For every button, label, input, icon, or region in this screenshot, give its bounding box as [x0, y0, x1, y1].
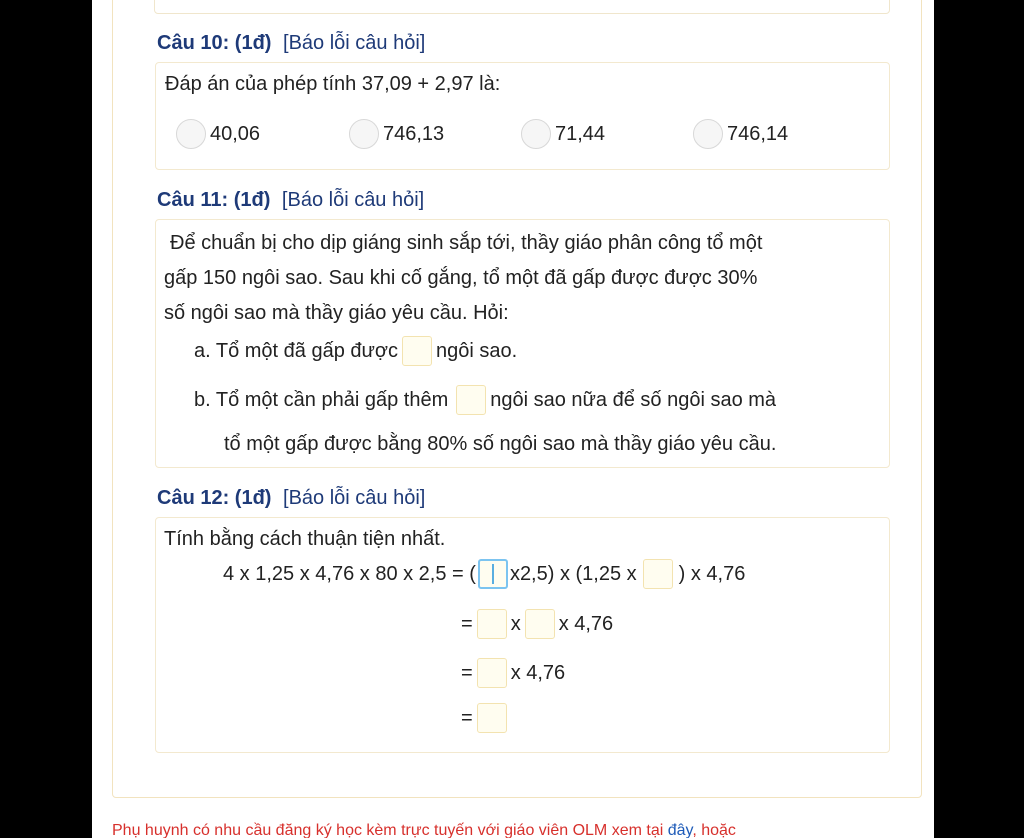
q10-option-4[interactable]: [693, 119, 788, 149]
q11-text-line-3: số ngôi sao mà thầy giáo yêu cầu. Hỏi:: [164, 302, 509, 324]
q11-b-prefix: b. Tổ một cần phải gấp thêm: [194, 388, 449, 411]
times-sign: x: [510, 612, 521, 635]
q11-b-answer-box[interactable]: [456, 385, 486, 415]
q11-part-b: [194, 385, 776, 415]
q11-a-answer-box[interactable]: [402, 336, 432, 366]
q10-header: [157, 32, 425, 55]
q12-box-6[interactable]: [477, 703, 507, 733]
q12-row1-left: 4 x 1,25 x 4,76 x 80 x 2,5 = (: [223, 562, 476, 585]
radio-button[interactable]: [349, 119, 379, 149]
q12-box-5[interactable]: [477, 658, 507, 688]
q12-card: [155, 517, 890, 753]
option-label: 40,06: [210, 122, 261, 145]
times-4-76: x 4,76: [510, 661, 566, 684]
equals-sign: =: [461, 612, 473, 635]
q12-row-3: [461, 655, 565, 691]
q12-row-2: [461, 606, 613, 642]
radio-button[interactable]: [176, 119, 206, 149]
q10-option-3[interactable]: [521, 119, 605, 149]
q10-number: Câu 10: (1đ): [157, 32, 272, 54]
q11-a-prefix: a. Tổ một đã gấp được: [194, 339, 399, 362]
q12-row-1: [223, 556, 745, 592]
q10-question-text: Đáp án của phép tính 37,09 + 2,97 là:: [165, 73, 501, 95]
q12-box-3[interactable]: [477, 609, 507, 639]
option-label: 746,14: [727, 122, 789, 145]
equals-sign: =: [461, 661, 473, 684]
footer-note: [112, 822, 736, 838]
q11-number: Câu 11: (1đ): [157, 189, 271, 211]
q12-report-link[interactable]: [Báo lỗi câu hỏi]: [283, 487, 426, 509]
q10-option-1[interactable]: [176, 119, 260, 149]
previous-question-card: [154, 0, 890, 14]
q11-b-suffix: ngôi sao nữa để số ngôi sao mà: [490, 388, 777, 411]
radio-button[interactable]: [693, 119, 723, 149]
q12-box-2[interactable]: [643, 559, 673, 589]
q11-text-line-1: Để chuẩn bị cho dịp giáng sinh sắp tới, thầy giáo phân công tổ một: [170, 232, 763, 254]
q12-row1-mid2: ) x 4,76: [678, 562, 746, 585]
q11-header: [157, 189, 424, 212]
q11-card: [155, 219, 890, 468]
q10-card: [155, 62, 890, 170]
q10-option-2[interactable]: [349, 119, 444, 149]
option-label: 71,44: [555, 122, 606, 145]
footer-link[interactable]: đây: [667, 822, 693, 838]
quiz-page: [92, 0, 934, 838]
footer-text: Phụ huynh có nhu cầu đăng ký học kèm trực tuyến với giáo viên OLM xem tại: [112, 822, 664, 838]
q12-box-4[interactable]: [525, 609, 555, 639]
q12-number: Câu 12: (1đ): [157, 487, 272, 509]
q11-text-line-2: gấp 150 ngôi sao. Sau khi cố gắng, tổ một đã gấp được được 30%: [164, 267, 758, 289]
q12-row-4: [461, 700, 511, 736]
footer-tail: , hoặc: [692, 822, 736, 838]
q12-box-1[interactable]: [478, 559, 508, 589]
q11-a-suffix: ngôi sao.: [436, 339, 518, 362]
q10-report-link[interactable]: [Báo lỗi câu hỏi]: [283, 32, 426, 54]
times-4-76: x 4,76: [558, 612, 614, 635]
q11-report-link[interactable]: [Báo lỗi câu hỏi]: [281, 189, 425, 211]
q12-header: [157, 487, 425, 510]
q12-instruction: Tính bằng cách thuận tiện nhất.: [164, 528, 446, 550]
equals-sign: =: [461, 706, 473, 729]
q11-b-line-2: tổ một gấp được bằng 80% số ngôi sao mà thầy giáo yêu cầu.: [224, 433, 777, 455]
radio-button[interactable]: [521, 119, 551, 149]
option-label: 746,13: [383, 122, 445, 145]
q12-row1-mid1: x2,5) x (1,25 x: [509, 562, 637, 585]
q11-part-a: [194, 336, 517, 366]
